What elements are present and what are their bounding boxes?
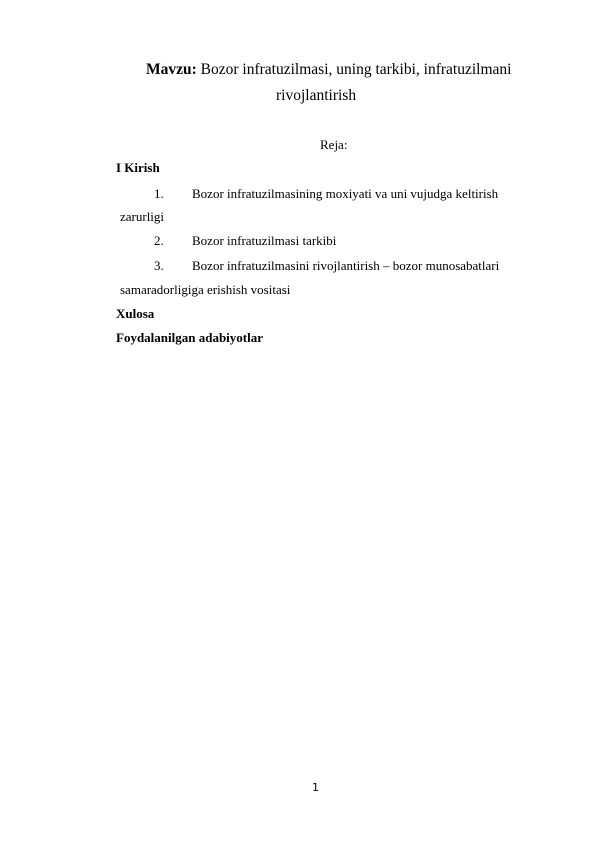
- item-3-text: Bozor infratuzilmasini rivojlantirish – bozor munosabatlari: [192, 258, 500, 273]
- item-3-continuation: samaradorligiga erishish vositasi: [120, 282, 291, 297]
- item-1-continuation: zarurligi: [120, 209, 165, 224]
- title-line-1: [146, 57, 536, 83]
- item-1-number: 1.: [154, 186, 164, 201]
- conclusion-heading: Xulosa: [116, 306, 155, 321]
- item-2-number: 2.: [154, 233, 164, 248]
- references-heading: Foydalanilgan adabiyotlar: [116, 330, 263, 345]
- intro-heading: I Kirish: [116, 160, 160, 175]
- title-label: Mavzu:: [146, 61, 197, 78]
- page-number: 1: [312, 781, 319, 794]
- item-1-text: Bozor infratuzilmasining moxiyati va uni vujudga keltirish: [192, 186, 499, 201]
- item-2-text: Bozor infratuzilmasi tarkibi: [192, 233, 337, 248]
- plan-heading: Reja:: [320, 137, 348, 152]
- item-3-number: 3.: [154, 258, 164, 273]
- title-line-2: rivojlantirish: [276, 87, 357, 104]
- title-text: Bozor infratuzilmasi, uning tarkibi, infratuzilmani: [200, 61, 512, 78]
- document-title: [146, 57, 536, 104]
